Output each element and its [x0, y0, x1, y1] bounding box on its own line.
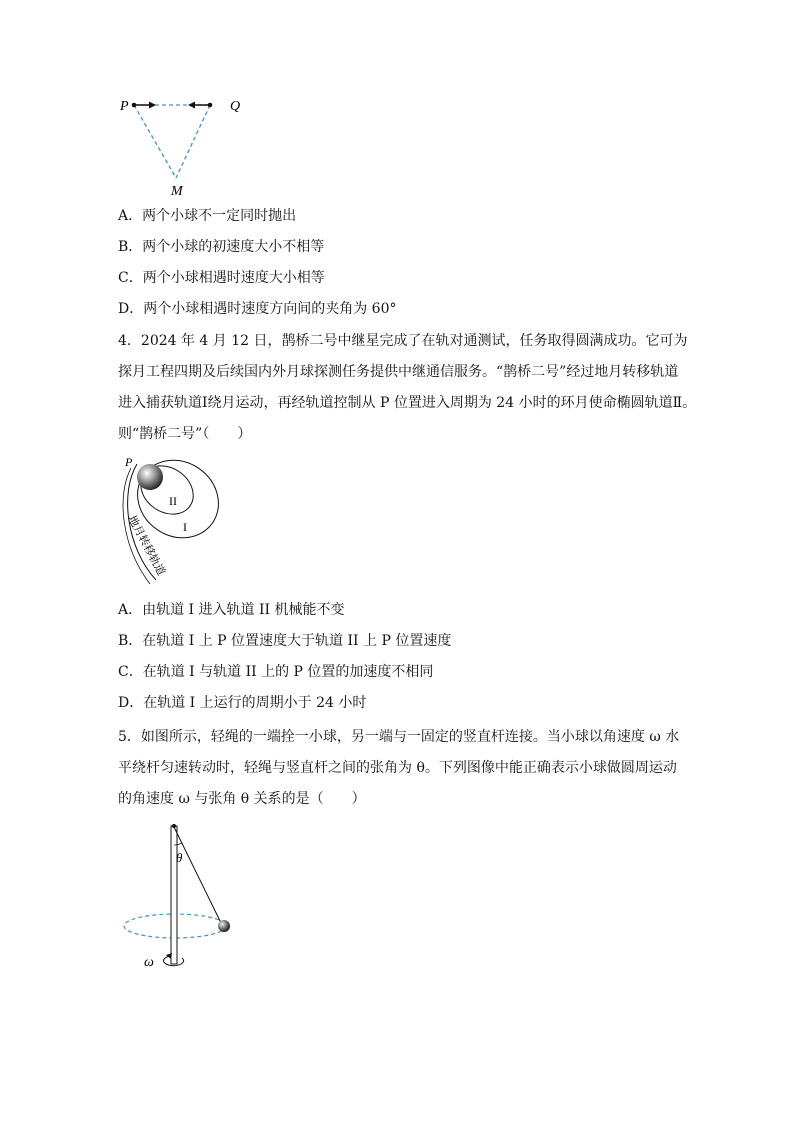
q4-option-b: B．在轨道 I 上 P 位置速度大于轨道 II 上 P 位置速度 [118, 633, 452, 649]
q5-stem-line-2: 平绕杆匀速转动时，轻绳与竖直杆之间的张角为 θ。下列图像中能正确表示小球做圆周运动 [118, 760, 677, 776]
q4-option-a: A．由轨道 I 进入轨道 II 机械能不变 [118, 602, 345, 618]
q4-stem-line-3: 进入捕获轨道Ⅰ绕月运动，再经轨道控制从 P 位置进入周期为 24 小时的环月使命椭圆轨道Ⅱ。 [118, 395, 697, 411]
label-orbit-1: I [183, 520, 187, 534]
rope [174, 827, 222, 925]
q4-orbit-figure [112, 452, 252, 592]
vertical-pole [171, 826, 177, 964]
q4-option-d: D．在轨道 I 上运行的周期小于 24 小时 [118, 695, 367, 711]
q3-option-a: A．两个小球不一定同时抛出 [118, 208, 297, 224]
q4-stem-line-2: 探月工程四期及后续国内外月球探测任务提供中继通信服务。“鹊桥二号”经过地月转移轨道 [118, 364, 679, 380]
label-orbit-2: II [169, 494, 177, 508]
q3-option-b: B．两个小球的初速度大小不相等 [118, 239, 325, 255]
label-p: P [125, 455, 133, 469]
q4-option-c: C．在轨道 I 与轨道 II 上的 P 位置的加速度不相同 [118, 664, 434, 680]
q3-triangle-figure [112, 88, 252, 200]
q5-stem-line-3: 的角速度 ω 与张角 θ 关系的是（ ） [118, 791, 366, 807]
q5-conical-pendulum-figure [112, 818, 242, 978]
label-transfer-orbit: 地月转移轨道 [125, 513, 168, 578]
q3-option-c: C．两个小球相遇时速度大小相等 [118, 270, 325, 286]
label-p: P [120, 99, 129, 114]
label-omega: ω [144, 955, 154, 970]
q4-stem-line-4: 则“鹊桥二号”（ ） [118, 426, 252, 442]
label-m: M [171, 184, 183, 199]
ball [218, 920, 230, 932]
q4-stem-line-1: 4．2024 年 4 月 12 日，鹊桥二号中继星完成了在轨对通测试，任务取得圆满成功。它可为 [118, 333, 688, 349]
label-theta: θ [176, 850, 183, 865]
moon [137, 464, 163, 490]
label-q: Q [230, 99, 241, 114]
q3-option-d: D．两个小球相遇时速度方向间的夹角为 60° [118, 301, 397, 317]
q5-stem-line-1: 5．如图所示，轻绳的一端拴一小球，另一端与一固定的竖直杆连接。当小球以角速度 ω 水 [118, 729, 680, 745]
